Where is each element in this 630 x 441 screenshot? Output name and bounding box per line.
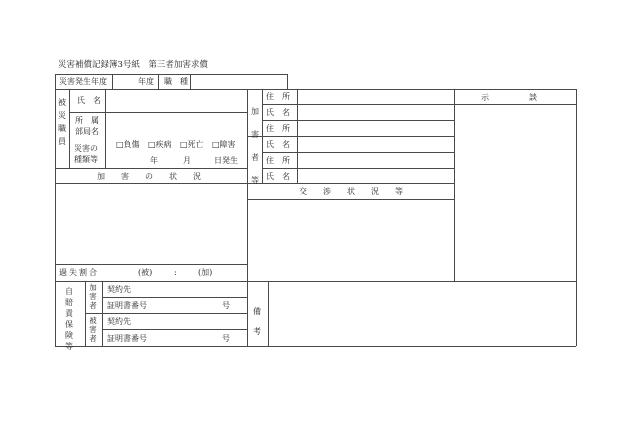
rule (158, 74, 159, 89)
damage-status-field[interactable] (56, 184, 246, 264)
offender-address-label: 住 所 (266, 124, 290, 133)
offender-name-label: 氏 名 (266, 172, 290, 181)
offender-name-label: 氏 名 (266, 140, 290, 149)
offender-name-label: 氏 名 (266, 108, 290, 117)
rule (262, 152, 454, 153)
rule (85, 281, 86, 346)
rule (190, 74, 191, 89)
offender-side-label: 加害者等 (251, 107, 259, 185)
illness-option: □疾病 (148, 140, 172, 149)
rule (55, 168, 247, 169)
rule (55, 264, 247, 265)
victim-type-label: 災害の種類等 (74, 144, 98, 164)
year-label: 災害発生年度 (59, 77, 107, 86)
victim-name-label: 氏 名 (77, 96, 101, 105)
rule (55, 346, 576, 347)
rule (69, 112, 247, 113)
offender-contract-label: 契約先 (107, 285, 131, 294)
rule (262, 120, 454, 121)
fault-victim-label: (被) (138, 268, 153, 277)
date-month-unit: 月 (183, 156, 191, 165)
date-year-unit: 年 (150, 156, 158, 165)
insurance-victim-label: 被害者 (89, 316, 97, 343)
damage-status-label: 加 害 の 状 況 (97, 172, 201, 181)
remarks-label: 備 考 (253, 307, 269, 336)
rule (112, 74, 113, 89)
rule (576, 89, 577, 346)
rule (55, 74, 287, 75)
offender-cert-label: 証明書番号 (107, 301, 147, 310)
victim-cert-label: 証明書番号 (107, 334, 147, 343)
rule (85, 313, 247, 314)
insurance-offender-label: 加害者 (89, 283, 97, 310)
rule (69, 89, 70, 168)
rule (262, 168, 454, 169)
offender-cert-unit: 号 (222, 301, 230, 310)
negotiation-status-label: 交 渉 状 況 等 (299, 187, 403, 196)
disability-option: □障害 (212, 140, 236, 149)
rule (262, 89, 263, 183)
settlement-field[interactable] (455, 105, 575, 280)
settlement-label: 示 談 (481, 93, 537, 102)
remarks-field[interactable] (269, 282, 575, 345)
rule (55, 89, 576, 90)
insurance-label: 自賠責保険等 (65, 287, 73, 351)
death-option: □死亡 (180, 140, 204, 149)
rule (247, 183, 454, 184)
victim-cert-unit: 号 (222, 334, 230, 343)
negotiation-status-field[interactable] (248, 200, 453, 280)
rule (102, 281, 103, 346)
victim-side-label: 被災職員 (58, 98, 66, 146)
rule (247, 136, 454, 137)
offender-address-label: 住 所 (266, 156, 290, 165)
rule (297, 89, 298, 183)
injury-option: □負傷 (116, 140, 140, 149)
rule (262, 104, 454, 105)
fault-ratio-label: 過失割合 (59, 268, 99, 277)
fault-offender-label: (加) (198, 268, 213, 277)
victim-contract-label: 契約先 (107, 317, 131, 326)
year-unit: 年度 (138, 77, 154, 86)
victim-dept-label: 所 属部局名 (75, 116, 99, 136)
fault-colon: : (174, 268, 177, 277)
offender-address-label: 住 所 (266, 92, 290, 101)
rule (102, 297, 247, 298)
job-label: 職 種 (164, 77, 188, 86)
form-title: 災害補償記録簿3号紙 第三者加害求償 (58, 60, 208, 70)
rule (105, 89, 106, 168)
date-day-unit: 日発生 (214, 156, 238, 165)
rule (102, 329, 247, 330)
rule (287, 74, 288, 89)
